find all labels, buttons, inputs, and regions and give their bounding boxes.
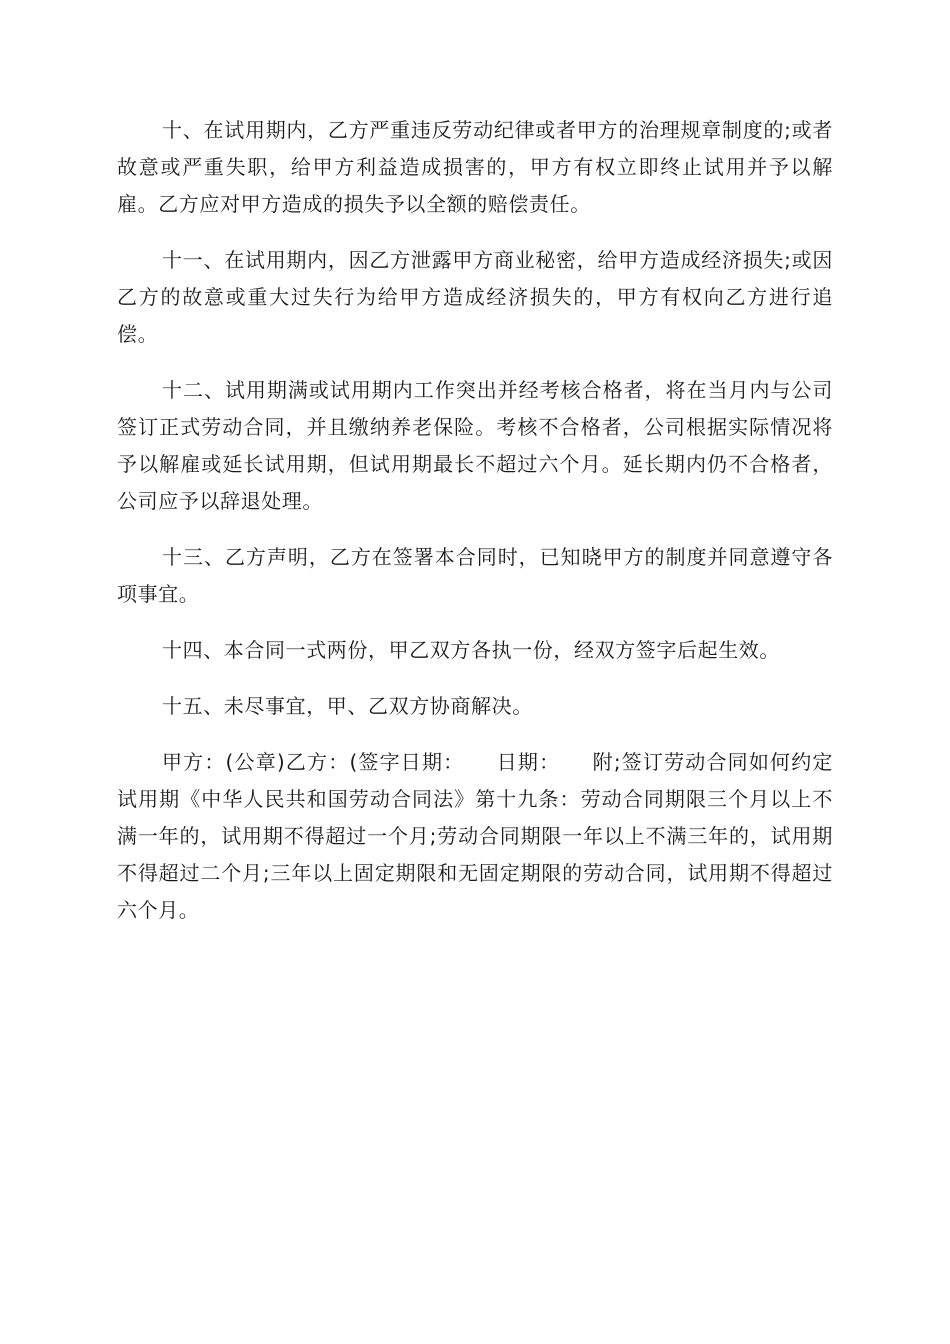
clause-10-paragraph: 十、在试用期内，乙方严重违反劳动纪律或者甲方的治理规章制度的;或者故意或严重失职，给甲方利益造成损害的，甲方有权立即终止试用并予以解雇。乙方应对甲方造成的损失予以全额的赔偿责任。 bbox=[117, 118, 833, 216]
clause-13-paragraph: 十三、乙方声明，乙方在签署本合同时，已知晓甲方的制度并同意遵守各项事宜。 bbox=[117, 545, 833, 606]
clause-12-paragraph: 十二、试用期满或试用期内工作突出并经考核合格者，将在当月内与公司签订正式劳动合同，并且缴纳养老保险。考核不合格者，公司根据实际情况将予以解雇或延长试用期，但试用期最长不超过六个月。延长期内仍不合格者，公司应予以辞退处理。 bbox=[117, 378, 833, 513]
clause-11-paragraph: 十一、在试用期内，因乙方泄露甲方商业秘密，给甲方造成经济损失;或因乙方的故意或重大过失行为给甲方造成经济损失的，甲方有权向乙方进行追偿。 bbox=[117, 248, 833, 346]
clause-15-paragraph: 十五、未尽事宜，甲、乙双方协商解决。 bbox=[162, 694, 533, 718]
clause-14-paragraph: 十四、本合同一式两份，甲乙双方各执一份，经双方签字后起生效。 bbox=[162, 638, 780, 662]
signature-and-appendix-paragraph: 甲方：(公章)乙方：(签字日期： 日期： 附;签订劳动合同如何约定试用期《中华人民共和国劳动合同法》第十九条：劳动合同期限三个月以上不满一年的，试用期不得超过一个月;劳动合同期限一年以上不满三年的，试用期不得超过二个月;三年以上固定期限和无固定期限的劳动合同，试用期不得超过六个月。 bbox=[117, 750, 833, 922]
document-body bbox=[117, 112, 833, 948]
